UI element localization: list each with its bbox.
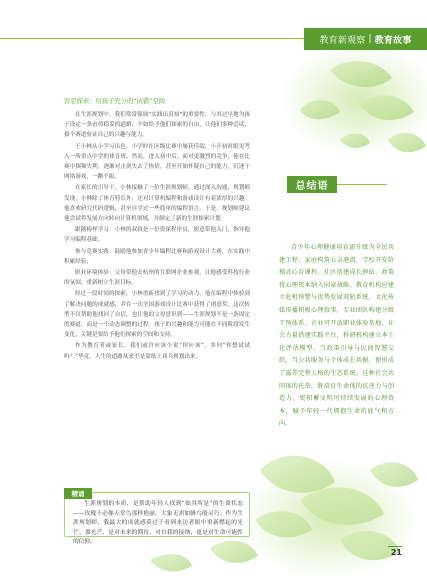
- header-separator: |: [368, 34, 372, 44]
- header-rule: [0, 38, 304, 39]
- article-paragraph: 经过一段时间的探索，小林重新找到了学习的动力。他在编程中体验到了解决问题的成就感，并在一次全国游戏设计比赛中获得了创意奖。这次转型不仅帮助他找回了自信，也让他的父母意识到——生涯规划不是一条固定的赛道，而是一个动态调整的过程。孩子的兴趣和能力可能在不同阶段发生变化，关键是要给予他们探索的空间和支持。: [64, 291, 250, 339]
- article-subtitle: 容忍探索：给孩子充分的“试错”空间: [64, 98, 165, 105]
- article-paragraph: 职业环境体验：父母带他去杭州的互联网企业参观，让他感受科技行业的氛围，重新树立生涯目标。: [64, 270, 250, 287]
- article-paragraph: 在生涯规划中，我们常常强调“实践出真知”的重要性，与其过早地为孩子设定一条看似稳妥的道路，不如给予他们探索的自由，让他们多种尝试，拔个赛道验证自己的兴趣与能力。: [64, 112, 250, 139]
- article-paragraph: 参与竞赛实践：鼓励他参加青少年编程比赛和游戏设计大赛，在实践中积累经验；: [64, 248, 250, 265]
- header-bar: [0, 28, 427, 50]
- quote-box-tag: 精诵: [64, 488, 92, 499]
- article-paragraph: 王小林从小学习出色，小学时在区级比赛中屡获佳绩，小升初时眼见考入一所重点中学的体育班。然而，进入初中后，面对更激烈的竞争，他在比赛中频频失利，逐渐对击剑失去了热情，甚至开始怀疑自己的能力，沉迷于网络游戏，一蹶不振。: [64, 143, 250, 181]
- article-paragraph: 在家长的引导下，小林接触了一位生涯规划师，通过深入沟通，规划师发现，小林除了体育特长外，还对计算机编程和游戏设计有着浓厚的兴趣。他喜欢研究代码逻辑，甚至自学过一些简单的编程语言。于是，规划师建议他尝试将发展方向转向计算机领域，并制定了新的生涯探索计划：: [64, 185, 250, 223]
- quote-box-text: 生涯规划的本质，是帮助年轻人找到“如其所是”的生命状态——玫瑰不必像天堂鸟那样艳丽，大象无需如蜂鸟般灵巧。作为生涯规划师，我最大的成就感莫过于看到来访者眼中重新燃起的光芒。那光芒，是对未来的期待，对自我的接纳，更是对生命可能性的信仰。: [73, 501, 243, 546]
- summary-heading: 总结语: [287, 176, 337, 193]
- page-number: 21: [390, 548, 402, 557]
- article-paragraph: 跟随榜样学习：小林的叔叔是一位资深程序员，愿意带他入门，指导他学习编程基础；: [64, 227, 250, 244]
- summary-section: [279, 242, 394, 431]
- header-column: 教育故事: [374, 35, 412, 46]
- header-section: 教育新观察: [319, 35, 366, 46]
- article-paragraph: 作为教育者或家长，我们或许应该少说“你应该”，多问“你想试试吗？”毕竟，人生的道路从来不是靠纸上谈兵规划出来。: [64, 343, 250, 360]
- article-body: [64, 96, 250, 363]
- header-tab: [304, 28, 427, 50]
- page-number-rule: [388, 546, 402, 547]
- summary-heading-rule: [337, 184, 387, 185]
- summary-text: 青少年心理健康培育需升级为全民共建工程：家庭构筑心灵港湾，学校开发阶梯式心育课程，社区创建成长驿站，政策将心理资本纳入国家战略。教育机构应建立危机预警与优势发展双轨系统，文化传媒传播积极心理叙事，专业团队构建分级干预体系。企业可开放职业体验基地，社会力量搭建实践平台，科研机构建立本土化评估模型。当政策引导与民间智慧交织，当公共服务与个体成长共振，便形成了滋养完整人格的生态系统。这种社会共同体的托举，既培育生命体的抗逆力与创造力，更积蓄文明可持续发展的心理资本，赋予年轻一代拥抱生命的底气和方向。: [279, 244, 394, 428]
